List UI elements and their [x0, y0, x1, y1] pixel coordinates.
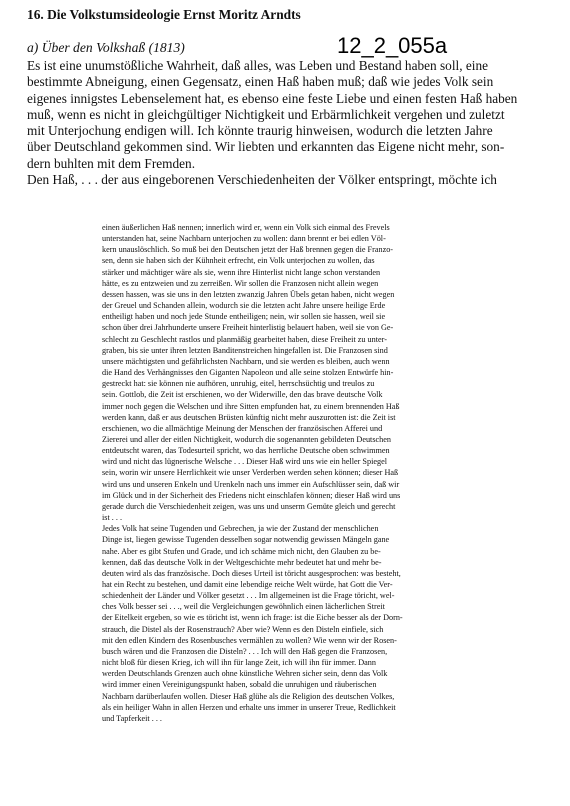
quote-line: Dinge ist, liegen gewisse Tugenden desselben sogar notwendig gewissen Mängeln gane	[102, 535, 390, 545]
quote-line: als ein heiliger Wahn in allen Herzen und erhalte uns immer in unserer Treue, Redlichkeit	[102, 702, 396, 712]
quote-line: nicht bloß für diesen Krieg, ich will ihn für lange Zeit, ich will ihn für immer. Dann	[102, 658, 376, 668]
quote-line: werden Deutschlands Grenzen auch ohne künstliche Wehren sicher sein, denn das Volk	[102, 669, 388, 679]
intro-paragraph	[27, 58, 549, 188]
quote-line: Nachbarn darüberlaufen wollen. Dieser Haß glühe als die Religion des deutschen Volkes,	[102, 691, 395, 701]
intro-line: muß, wenn es nicht in gleichgültiger Nichtigkeit und Erbärmlichkeit vergehen und zuletzt	[27, 106, 505, 122]
quote-line: im Glück und in der Sicherheit des Friedens nicht einschlafen können; dieser Haß wird uns	[102, 490, 401, 500]
quote-line: entheiligt haben und noch jede Stunde entheiligen; nein, wir sollen sie hassen, weil sie	[102, 312, 386, 322]
quote-line: schiedenheit der Länder und Völker gesetzt . . . Im allgemeinen ist die Frage töricht, wel-	[102, 591, 395, 601]
quote-line: dessen hassen, was sie uns in den letzten zwanzig Jahren Übels getan haben, nicht wegen	[102, 289, 395, 299]
quote-line: unterstanden hat, seine Nachbarn unterjochen zu wollen: dann brennt er bei edlen Völ-	[102, 234, 386, 244]
quote-line: die Hand des Verhängnisses den Giganten Napoleon und alle seine stolzen Entwürfe hin-	[102, 368, 394, 378]
quote-line: busch wären und die Franzosen die Disteln? . . . Ich will den Haß gegen die Franzosen,	[102, 646, 388, 656]
quote-line: werden kann, daß er aus deutschen Brüsten künftig nicht mehr auszurotten ist: die Zeit ist	[102, 412, 396, 422]
quoted-passage	[102, 222, 548, 724]
quote-line: wird immer einen Vereinigungspunkt haben, sobald die unruhigen und räuberischen	[102, 680, 377, 690]
intro-line: dern buhlten mit dem Fremden.	[27, 155, 196, 171]
quote-line: Ziererei und aller der eitlen Nichtigkeit, wodurch die sogenannten gebildeten Deutschen	[102, 434, 391, 444]
intro-line: eigenes innigstes Lebenselement hat, es ebenso eine feste Liebe und einen festen Haß haben	[27, 90, 518, 106]
quote-line: entdeutscht waren, das Todesurteil spricht, wo das herrliche Deutsche oben schwimmen	[102, 446, 390, 456]
quote-line: sein, worin wir unsere Herrlichkeit wie unser Verderben werden sehen können; dieser Haß	[102, 468, 399, 478]
quote-line: hätte, es zu entzweien und zu zerreißen. Wir sollen die Franzosen nicht allein wegen	[102, 278, 379, 288]
quote-line: wird und nicht das lügnerische Welsche . . . Dieser Haß wird uns wie ein heller Spiegel	[102, 457, 387, 467]
intro-line: mit Unterjochung endigen will. Ich könnte traurig hinweisen, wodurch die letzten Jahre	[27, 123, 493, 138]
quote-line: gestreckt hat: sie können nie aufhören, unruhig, eitel, herrschsüchtig und treulos zu	[102, 379, 375, 389]
quote-line: der Eitelkeit ergeben, so wie es töricht ist, wenn ich frage: ist die Eiche besser als der Dorn-	[102, 613, 403, 623]
quote-line: kern unauslöschlich. So muß bei den Deutschen jetzt der Haß brennen gegen die Franzo-	[102, 245, 394, 255]
quote-line: kennen, daß das deutsche Volk in der Weltgeschichte mehr bedeutet hat und mehr be-	[102, 557, 382, 567]
quote-line: nahe. Aber es gibt Stufen und Grade, und ich schäme mich nicht, den Glauben zu be-	[102, 546, 381, 556]
quote-line: unsere mächtigsten und gefährlichsten Nachbarn, und sie werden es bleiben, auch wenn	[102, 356, 390, 366]
quote-line: gerade durch die Verschiedenheit zeigen, was uns und unserm Gemüte gleich und gerecht	[102, 501, 396, 511]
quote-line: und Tapferkeit . . .	[102, 713, 162, 723]
quote-line: ist . . .	[102, 513, 123, 523]
intro-line: über Deutschland gekommen sind. Wir liebten und erkannten das Eigene nicht mehr, son-	[27, 139, 505, 155]
quote-line: hat ein Recht zu bestehen, und damit eine lebendige reiche Welt würde, hat Gott die Ver-	[102, 580, 393, 589]
quote-line: der Greuel und Schanden allein, wodurch sie die letzten acht Jahre unsere heilige Erde	[102, 301, 386, 311]
quote-line: ches Volk besser sei . . ., weil die Vergleichungen gewöhnlich einen lächerlichen Streit	[102, 602, 385, 612]
quote-line: schon über drei Jahrhunderte unsere Freiheit hinterlistig belauert haben, weil sie von Ge-	[102, 323, 394, 333]
reference-code: 12_2_055a	[337, 33, 448, 58]
quote-line: mit den edlen Kindern des Rosenbusches vermählen zu wollen? Wie wenn wir der Rosen-	[102, 635, 397, 645]
quote-line: schlecht zu Geschlecht rastlos und planmäßig gearbeitet haben, diese Freiheit zu unter-	[102, 334, 387, 344]
intro-line: Den Haß, . . . der aus eingeborenen Verschiedenheiten der Völker entspringt, möchte ich	[27, 171, 497, 187]
quote-line: erschienen, wo die allmächtige Meinung der Menschen der französischen Afferei und	[102, 423, 383, 433]
quote-line: deuten wird als das französische. Doch dieses Urteil ist töricht ausgesprochen: was besteht,	[102, 568, 401, 578]
chapter-title: 16. Die Volkstumsideologie Ernst Moritz Arndts	[27, 7, 301, 22]
quote-line: einen äußerlichen Haß nennen; innerlich wird er, wenn ein Volk sich einmal des Frevels	[102, 223, 390, 232]
quote-line: immer noch gegen die Welschen und ihre Sitten empfunden hat, zu einem brennenden Haß	[102, 401, 400, 411]
quote-line: sein. Gottlob, die Zeit ist erschienen, wo der Widerwille, den das brave deutsche Volk	[102, 390, 383, 400]
quote-line: Jedes Volk hat seine Tugenden und Gebrechen, ja wie der Zustand der menschlichen	[102, 524, 379, 534]
intro-line: bestimmte Abneigung, einen Gegensatz, einen Haß haben muß; daß wie jedes Volk sein	[27, 74, 494, 90]
quote-line: wird uns und unseren Enkeln und Urenkeln nach uns immer ein Aufschlüsser sein, daß wir	[102, 479, 400, 489]
quote-line: strauch, die Distel als der Rosenstrauch? Aber wie? Wenn es den Disteln einfiele, sich	[102, 624, 384, 634]
quote-line: stärker und mächtiger wäre als sie, wenn ihre Hinterlist nicht lange schon verstanden	[102, 267, 381, 277]
quote-line: sen, denn sie haben sich der Kühnheit erfrecht, ein Volk unterjochen zu wollen, das	[102, 256, 375, 266]
intro-line: Es ist eine unumstößliche Wahrheit, daß alles, was Leben und Bestand haben soll, eine	[27, 58, 489, 73]
section-subtitle: a) Über den Volkshaß (1813)	[27, 40, 185, 55]
quote-line: graben, bis sie unter ihren letzten Banditenstreichen hingefallen ist. Die Franzosen sind	[102, 345, 388, 355]
